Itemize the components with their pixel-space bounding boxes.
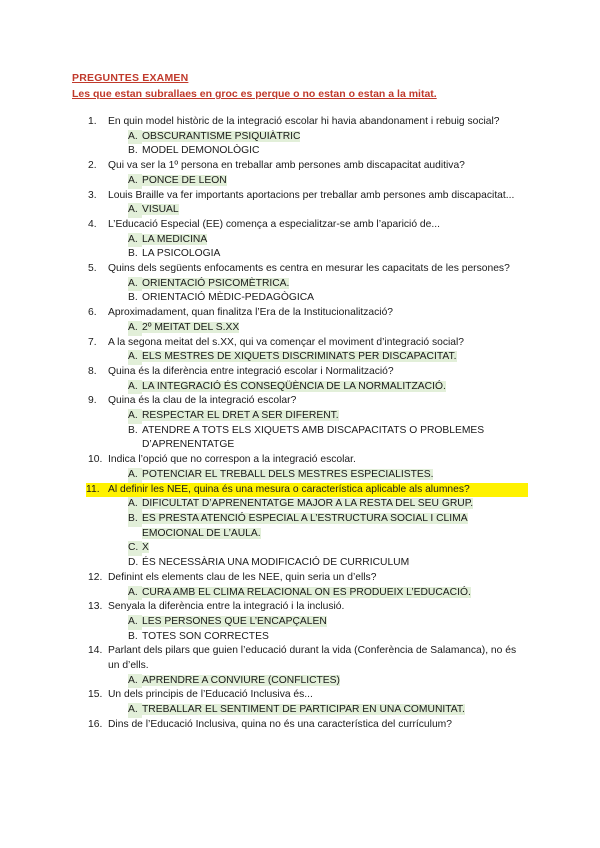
question-label: Indica l’opció que no correspon a la integració escolar. <box>108 454 356 466</box>
question-label: Qui va ser la 1º persona en treballar amb persones amb discapacitat auditiva? <box>108 160 465 172</box>
option-text: VISUAL <box>142 204 179 216</box>
answer-option <box>88 497 528 512</box>
answer-options <box>88 174 528 189</box>
option-letter: A. <box>128 586 142 601</box>
option-letter: B. <box>128 145 138 157</box>
question-item <box>88 336 528 365</box>
option-text: MODEL DEMONOLÒGIC <box>142 145 260 157</box>
question-item <box>88 159 528 188</box>
option-text: LES PERSONES QUE L’ENCAPÇALEN <box>142 615 327 627</box>
answer-option <box>88 409 528 424</box>
answer-option <box>88 424 528 453</box>
option-letter: B. <box>128 630 138 642</box>
answer-option <box>88 556 528 571</box>
option-text: APRENDRE A CONVIURE (CONFLICTES) <box>142 674 340 686</box>
question-label: Louis Braille va fer importants aportacions per treballar amb persones amb discapacitat... <box>108 189 515 201</box>
option-text: TREBALLAR EL SENTIMENT DE PARTICIPAR EN UNA COMUNITAT. <box>142 704 465 716</box>
question-item <box>88 644 528 688</box>
option-text: 2º MEITAT DEL S.XX <box>142 321 240 333</box>
answer-options <box>88 468 528 483</box>
question-text <box>88 688 528 703</box>
option-letter: A. <box>128 321 142 336</box>
answer-options <box>88 277 528 306</box>
question-number: 9. <box>88 395 97 407</box>
question-item <box>88 306 528 335</box>
option-letter: A. <box>128 409 142 424</box>
option-text: TOTES SON CORRECTES <box>142 630 269 642</box>
answer-options <box>88 203 528 218</box>
option-text: CURA AMB EL CLIMA RELACIONAL ON ES PRODUEIX L’EDUCACIÓ. <box>142 586 471 598</box>
question-item <box>88 218 528 262</box>
option-letter: B. <box>128 248 138 260</box>
question-item <box>88 189 528 218</box>
option-letter: A. <box>128 350 142 365</box>
option-letter: A. <box>128 130 142 145</box>
question-item <box>88 262 528 306</box>
question-text <box>88 115 528 130</box>
question-label: Quina és la diferència entre integració escolar i Normalització? <box>108 365 394 377</box>
question-number: 14. <box>88 645 103 657</box>
option-letter: A. <box>128 468 142 483</box>
question-number: 12. <box>88 571 103 583</box>
question-text <box>88 453 528 468</box>
answer-option <box>88 247 528 262</box>
question-number: 3. <box>88 189 97 201</box>
option-letter: C. <box>128 541 142 556</box>
answer-option <box>88 630 528 645</box>
option-text: LA MEDICINA <box>142 233 208 245</box>
option-text: OBSCURANTISME PSIQUIÀTRIC <box>142 130 301 142</box>
document-title: PREGUNTES EXAMEN <box>72 72 189 84</box>
answer-option <box>88 512 528 541</box>
answer-option <box>88 130 528 145</box>
question-number: 15. <box>88 689 103 701</box>
option-letter: A. <box>128 615 142 630</box>
option-text: DIFICULTAT D’APRENENTATGE MAJOR A LA RESTA DEL SEU GRUP. <box>142 498 474 510</box>
option-letter: B. <box>128 512 142 527</box>
answer-options <box>88 233 528 262</box>
answer-option <box>88 541 528 556</box>
option-text: ORIENTACIÓ MÈDIC-PEDAGÒGICA <box>142 292 315 304</box>
option-text: RESPECTAR EL DRET A SER DIFERENT. <box>142 410 339 422</box>
question-label: A la segona meitat del s.XX, qui va començar el moviment d’integració social? <box>108 336 464 348</box>
answer-options <box>88 350 528 365</box>
answer-option <box>88 350 528 365</box>
option-letter: A. <box>128 674 142 689</box>
question-text <box>88 336 528 351</box>
answer-option <box>88 233 528 248</box>
answer-options <box>88 380 528 395</box>
question-item <box>88 365 528 394</box>
answer-option <box>88 380 528 395</box>
option-letter: D. <box>128 557 139 569</box>
question-item <box>88 394 528 453</box>
option-text: ÉS NECESSÀRIA UNA MODIFICACIÓ DE CURRICULUM <box>142 557 410 569</box>
question-text <box>88 218 528 233</box>
answer-options <box>88 615 528 644</box>
question-label: Un dels principis de l’Educació Inclusiva és... <box>108 689 313 701</box>
option-letter: A. <box>128 203 142 218</box>
answer-option <box>88 674 528 689</box>
answer-option <box>88 321 528 336</box>
question-label: En quin model històric de la integració escolar hi havia abandonament i rebuig social? <box>108 116 500 127</box>
answer-options <box>88 321 528 336</box>
question-label: Dins de l’Educació Inclusiva, quina no és una característica del currículum? <box>108 718 452 730</box>
question-text <box>88 262 528 277</box>
question-text <box>88 365 528 380</box>
answer-option <box>88 144 528 159</box>
question-item <box>88 600 528 644</box>
question-item <box>88 483 528 571</box>
question-number: 1. <box>88 116 97 127</box>
option-text: X <box>142 542 149 554</box>
question-text <box>88 644 528 673</box>
question-number: 6. <box>88 307 97 319</box>
option-text: LA PSICOLOGIA <box>142 248 221 260</box>
question-label: L’Educació Especial (EE) comença a especialitzar-se amb l’aparició de... <box>108 218 440 230</box>
question-number: 13. <box>88 601 103 613</box>
option-letter: A. <box>128 233 142 248</box>
answer-options <box>88 586 528 601</box>
question-list <box>88 115 528 733</box>
question-number: 10. <box>88 454 103 466</box>
answer-options <box>88 497 528 571</box>
option-text: LA INTEGRACIÓ ÉS CONSEQÜÈNCIA DE LA NORMALITZACIÓ. <box>142 380 446 392</box>
question-item <box>88 718 528 733</box>
option-text: ES PRESTA ATENCIÓ ESPECIAL A L’ESTRUCTURA SOCIAL I CLIMA EMOCIONAL DE L’AULA. <box>142 512 468 539</box>
question-text <box>88 718 528 733</box>
question-number: 7. <box>88 336 97 348</box>
question-text <box>88 600 528 615</box>
question-number: 5. <box>88 263 97 275</box>
question-text <box>88 189 528 204</box>
option-letter: A. <box>128 174 142 189</box>
document-subtitle: Les que estan subrallaes en groc es perque o no estan o estan a la mitat. <box>72 88 437 100</box>
option-letter: A. <box>128 703 142 718</box>
answer-option <box>88 174 528 189</box>
answer-options <box>88 674 528 689</box>
option-letter: A. <box>128 497 142 512</box>
answer-option <box>88 468 528 483</box>
answer-options <box>88 703 528 718</box>
answer-option <box>88 277 528 292</box>
answer-options <box>88 409 528 453</box>
question-text <box>88 394 528 409</box>
question-label: Parlant dels pilars que guien l’educació durant la vida (Conferència de Salamanca), no és un d’ells. <box>108 645 517 672</box>
option-letter: A. <box>128 277 142 292</box>
option-text: POTENCIAR EL TREBALL DELS MESTRES ESPECIALISTES. <box>142 468 434 480</box>
question-number: 16. <box>88 718 103 730</box>
option-text: ELS MESTRES DE XIQUETS DISCRIMINATS PER DISCAPACITAT. <box>142 351 457 363</box>
question-number: 2. <box>88 160 97 172</box>
question-label: Aproximadament, quan finalitza l’Era de la Institucionalització? <box>108 307 394 319</box>
option-text: ORIENTACIÓ PSICOMÈTRICA. <box>142 277 290 289</box>
option-letter: A. <box>128 380 142 395</box>
answer-option <box>88 703 528 718</box>
answer-options <box>88 130 528 159</box>
question-number: 4. <box>88 218 97 230</box>
question-item <box>88 115 528 159</box>
question-text <box>88 159 528 174</box>
answer-option <box>88 615 528 630</box>
question-text <box>86 483 528 498</box>
question-label: Quins dels següents enfocaments es centra en mesurar les capacitats de les persones? <box>108 263 510 275</box>
answer-option <box>88 586 528 601</box>
question-item <box>88 453 528 482</box>
question-label: Senyala la diferència entre la integració i la inclusió. <box>108 601 345 613</box>
answer-option <box>88 203 528 218</box>
answer-option <box>88 291 528 306</box>
question-text <box>88 306 528 321</box>
question-number: 11. <box>86 483 100 495</box>
question-label: Definint els elements clau de les NEE, quin seria un d’ells? <box>108 571 377 583</box>
question-text <box>88 571 528 586</box>
question-item <box>88 688 528 717</box>
question-item <box>88 571 528 600</box>
option-text: ATENDRE A TOTS ELS XIQUETS AMB DISCAPACITATS O PROBLEMES D’APRENENTATGE <box>142 424 485 451</box>
question-number: 8. <box>88 365 97 377</box>
option-letter: B. <box>128 292 138 304</box>
question-label: Al definir les NEE, quina és una mesura o característica aplicable als alumnes? <box>108 483 470 495</box>
option-letter: B. <box>128 424 138 436</box>
option-text: PONCE DE LEON <box>142 174 227 186</box>
question-label: Quina és la clau de la integració escolar? <box>108 395 297 407</box>
